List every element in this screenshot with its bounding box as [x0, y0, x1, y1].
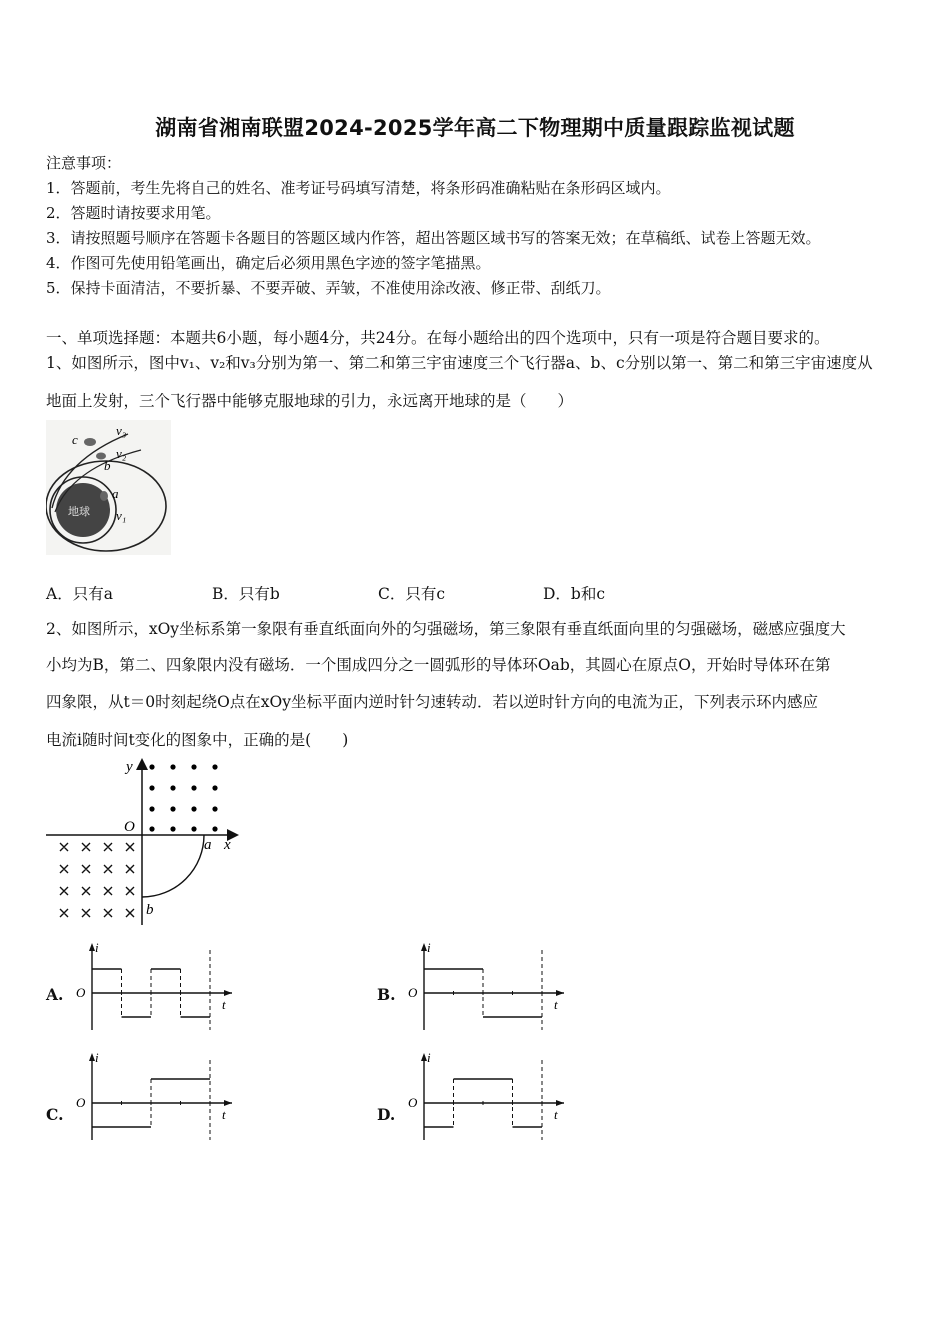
t-axis-arrow [224, 1100, 232, 1106]
label-c: c [72, 432, 78, 447]
field-crosses [60, 843, 134, 917]
i-label: i [427, 1050, 431, 1065]
graph-option-b [404, 940, 574, 1035]
notice-item: 4．作图可先使用铅笔画出，确定后必须用黑色字迹的签字笔描黑。 [46, 254, 491, 272]
i-label: i [427, 940, 431, 955]
question-2-text: 电流i随时间t变化的图象中，正确的是( ) [46, 731, 349, 749]
label-origin: O [124, 819, 135, 835]
label-a: a [112, 486, 119, 501]
graph-option-a-letter: A. [46, 985, 64, 1004]
origin-label: O [76, 985, 86, 1000]
graph-option-a [72, 940, 242, 1035]
question-2-text: 2、如图所示，xOy坐标系第一象限有垂直纸面向外的匀强磁场，第三象限有垂直纸面向里的匀强磁场，磁感应强度大 [46, 620, 846, 638]
question-1-text: 地面上发射，三个飞行器中能够克服地球的引力，永远离开地球的是（ ） [46, 392, 574, 410]
origin-label: O [408, 985, 418, 1000]
field-dots [149, 764, 217, 831]
notice-item: 3．请按照题号顺序在答题卡各题目的答题区域内作答，超出答题区域书写的答案无效；在草稿纸、试卷上答题无效。 [46, 229, 821, 247]
label-v1: v₁ [116, 508, 127, 523]
question-1-text: 1、如图所示，图中v₁、v₂和v₃分别为第一、第二和第三宇宙速度三个飞行器a、b、c分别以第一、第二和第三宇宙速度从 [46, 354, 873, 372]
origin-label: O [408, 1095, 418, 1110]
question-2-text: 四象限，从t＝0时刻起绕O点在xOy坐标平面内逆时针匀速转动．若以逆时针方向的电流为正，下列表示环内感应 [46, 693, 819, 711]
label-y: y [126, 759, 133, 775]
label-b: b [146, 902, 154, 918]
t-axis-arrow [556, 1100, 564, 1106]
label-x: x [224, 837, 231, 853]
origin-label: O [76, 1095, 86, 1110]
graph-option-d [404, 1050, 574, 1145]
t-axis-arrow [224, 990, 232, 996]
option-a: A．只有a [46, 585, 113, 603]
craft-a [100, 491, 108, 501]
i-label: i [95, 940, 99, 955]
page-title: 湖南省湘南联盟2024-2025学年高二下物理期中质量跟踪监视试题 [155, 116, 795, 140]
t-axis-arrow [556, 990, 564, 996]
quarter-arc-ring [142, 835, 204, 897]
label-v3: v₃ [116, 423, 127, 438]
label-b: b [104, 458, 111, 473]
notice-heading: 注意事项： [46, 154, 122, 172]
notice-item: 5．保持卡面清洁，不要折暴、不要弄破、弄皱，不准使用涂改液、修正带、刮纸刀。 [46, 279, 611, 297]
magnetic-field-figure [46, 755, 246, 925]
option-c: C．只有c [378, 585, 446, 603]
t-label: t [222, 1107, 226, 1122]
graph-option-b-letter: B. [377, 985, 396, 1004]
t-label: t [554, 1107, 558, 1122]
notice-item: 2．答题时请按要求用笔。 [46, 204, 221, 222]
t-label: t [554, 997, 558, 1012]
craft-c [84, 438, 96, 446]
earth-label: 地球 [68, 506, 90, 518]
option-d: D．b和c [543, 585, 606, 603]
label-v2: v₂ [116, 446, 127, 461]
option-b: B．只有b [212, 585, 280, 603]
t-label: t [222, 997, 226, 1012]
section-heading: 一、单项选择题：本题共6小题，每小题4分，共24分。在每小题给出的四个选项中，只有一项是符合题目要求的。 [46, 329, 830, 347]
graph-option-d-letter: D. [377, 1105, 396, 1124]
i-label: i [95, 1050, 99, 1065]
question-2-text: 小均为B，第二、四象限内没有磁场．一个围成四分之一圆弧形的导体环Oab，其圆心在原点O，开始时导体环在第 [46, 656, 831, 674]
graph-option-c [72, 1050, 242, 1145]
notice-item: 1．答题前，考生先将自己的姓名、准考证号码填写清楚，将条形码准确粘贴在条形码区域内。 [46, 179, 671, 197]
orbit-figure [46, 420, 171, 555]
graph-option-c-letter: C. [46, 1105, 64, 1124]
label-a: a [204, 837, 212, 853]
